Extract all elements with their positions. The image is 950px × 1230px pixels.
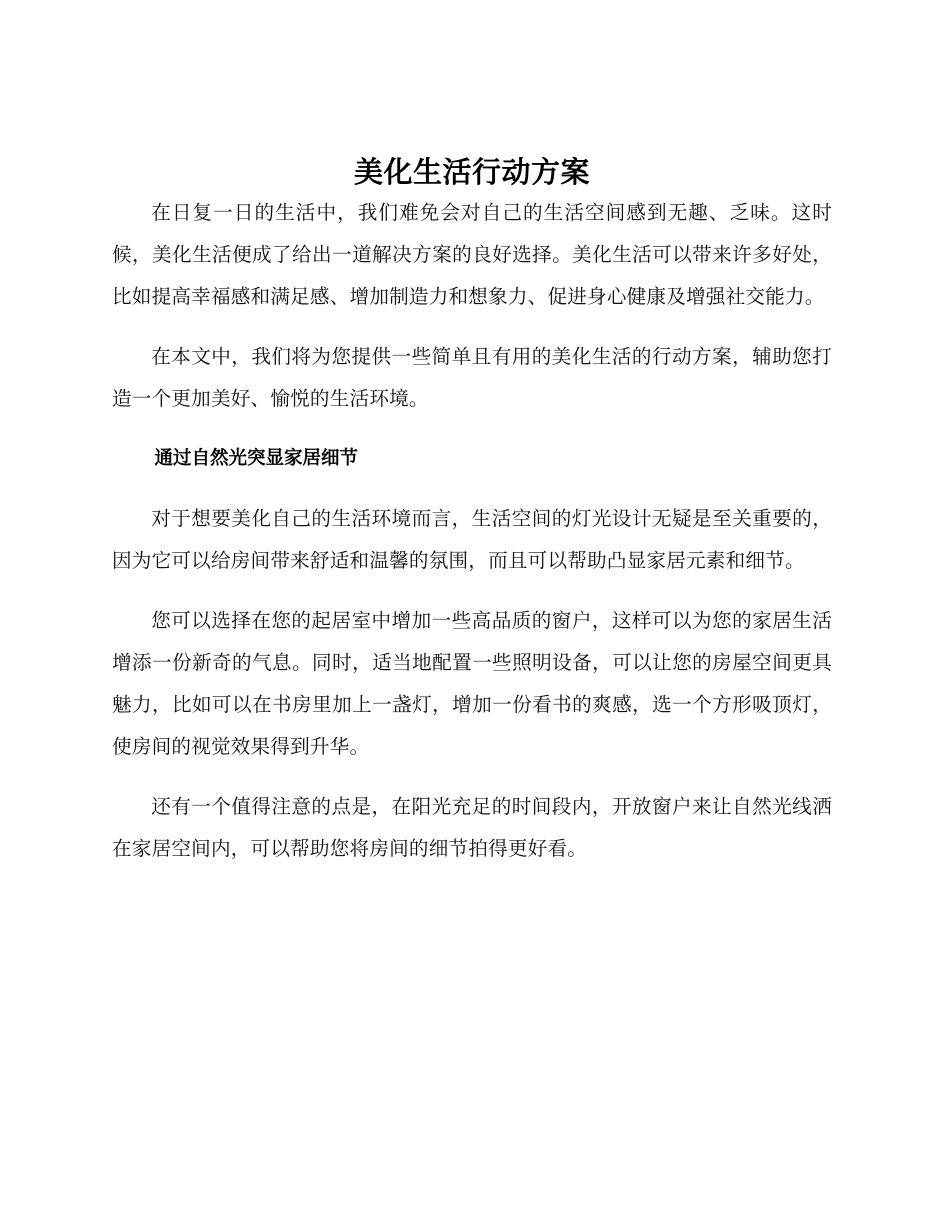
intro-paragraph-1: 在日复一日的生活中，我们难免会对自己的生活空间感到无趣、乏味。这时候，美化生活便成了给出一道解决方案的良好选择。美化生活可以带来许多好处，比如提高幸福感和满足感、增加制造力和想象力、促进身心健康及增强社交能力。 [112,201,832,308]
section-paragraph-2: 您可以选择在您的起居室中增加一些高品质的窗户，这样可以为您的家居生活增添一份新奇的气息。同时，适当地配置一些照明设备，可以让您的房屋空间更具魅力，比如可以在书房里加上一盏灯，增加一份看书的爽感，选一个方形吸顶灯，使房间的视觉效果得到升华。 [112,609,832,758]
document-page [112,148,832,888]
document-title: 美化生活行动方案 [353,155,590,189]
section-paragraph-3: 还有一个值得注意的点是，在阳光充足的时间段内，开放窗户来让自然光线洒在家居空间内，可以帮助您将房间的细节拍得更好看。 [112,795,832,860]
section-heading: 通过自然光突显家居细节 [154,448,359,469]
intro-paragraph-2: 在本文中，我们将为您提供一些简单且有用的美化生活的行动方案，辅助您打造一个更加美好、愉悦的生活环境。 [112,345,832,410]
section-paragraph-1: 对于想要美化自己的生活环境而言，生活空间的灯光设计无疑是至关重要的，因为它可以给房间带来舒适和温馨的氛围，而且可以帮助凸显家居元素和细节。 [112,507,832,572]
